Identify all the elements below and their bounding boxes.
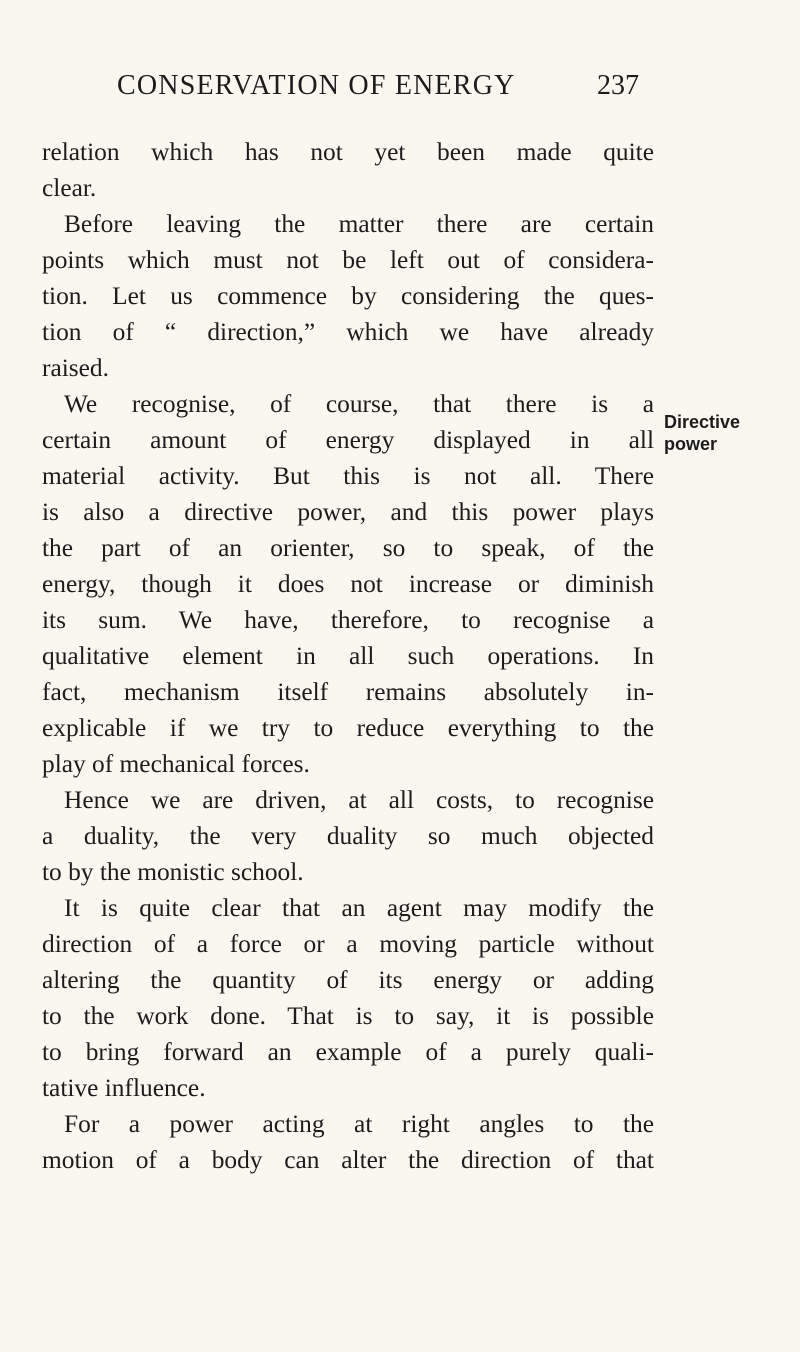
text-line: relation which has not yet been made quite xyxy=(42,138,654,166)
text-line: tative influence. xyxy=(42,1074,206,1102)
text-line: fact, mechanism itself remains absolutely in- xyxy=(42,678,654,706)
text-line: altering the quantity of its energy or adding xyxy=(42,966,654,994)
text-line: It is quite clear that an agent may modify the xyxy=(64,894,654,922)
margin-note-line: Directive xyxy=(664,412,741,432)
text-line: direction of a force or a moving particle without xyxy=(42,930,654,958)
text-line: raised. xyxy=(42,354,109,382)
running-title: CONSERVATION OF ENERGY xyxy=(117,70,516,101)
text-line: a duality, the very duality so much objected xyxy=(42,822,654,850)
text-line: play of mechanical forces. xyxy=(42,750,310,778)
text-line: the part of an orienter, so to speak, of the xyxy=(42,534,654,562)
text-line: energy, though it does not increase or diminish xyxy=(42,570,654,598)
margin-note-line: power xyxy=(664,434,718,454)
text-line: qualitative element in all such operations. In xyxy=(42,642,654,670)
text-line: to by the monistic school. xyxy=(42,858,304,886)
text-line: to bring forward an example of a purely quali- xyxy=(42,1038,654,1066)
page-number: 237 xyxy=(597,70,639,101)
text-line: points which must not be left out of considera- xyxy=(42,246,654,274)
body-text xyxy=(42,134,654,1178)
text-line: tion. Let us commence by considering the ques- xyxy=(42,282,654,310)
text-line: to the work done. That is to say, it is possible xyxy=(42,1002,654,1030)
text-line: material activity. But this is not all. There xyxy=(42,462,654,490)
text-line: Before leaving the matter there are certain xyxy=(64,210,654,238)
running-header xyxy=(0,70,800,110)
margin-note xyxy=(664,411,800,455)
text-line: motion of a body can alter the direction of that xyxy=(42,1146,654,1174)
text-line: its sum. We have, therefore, to recognise a xyxy=(42,606,654,634)
text-line: For a power acting at right angles to the xyxy=(64,1110,654,1138)
text-line: explicable if we try to reduce everything to the xyxy=(42,714,654,742)
text-line: Hence we are driven, at all costs, to recognise xyxy=(64,786,654,814)
text-line: tion of “ direction,” which we have already xyxy=(42,318,654,346)
text-line: certain amount of energy displayed in all xyxy=(42,426,654,454)
text-line: clear. xyxy=(42,174,97,202)
text-line: is also a directive power, and this power plays xyxy=(42,498,654,526)
text-line: We recognise, of course, that there is a xyxy=(64,390,654,418)
